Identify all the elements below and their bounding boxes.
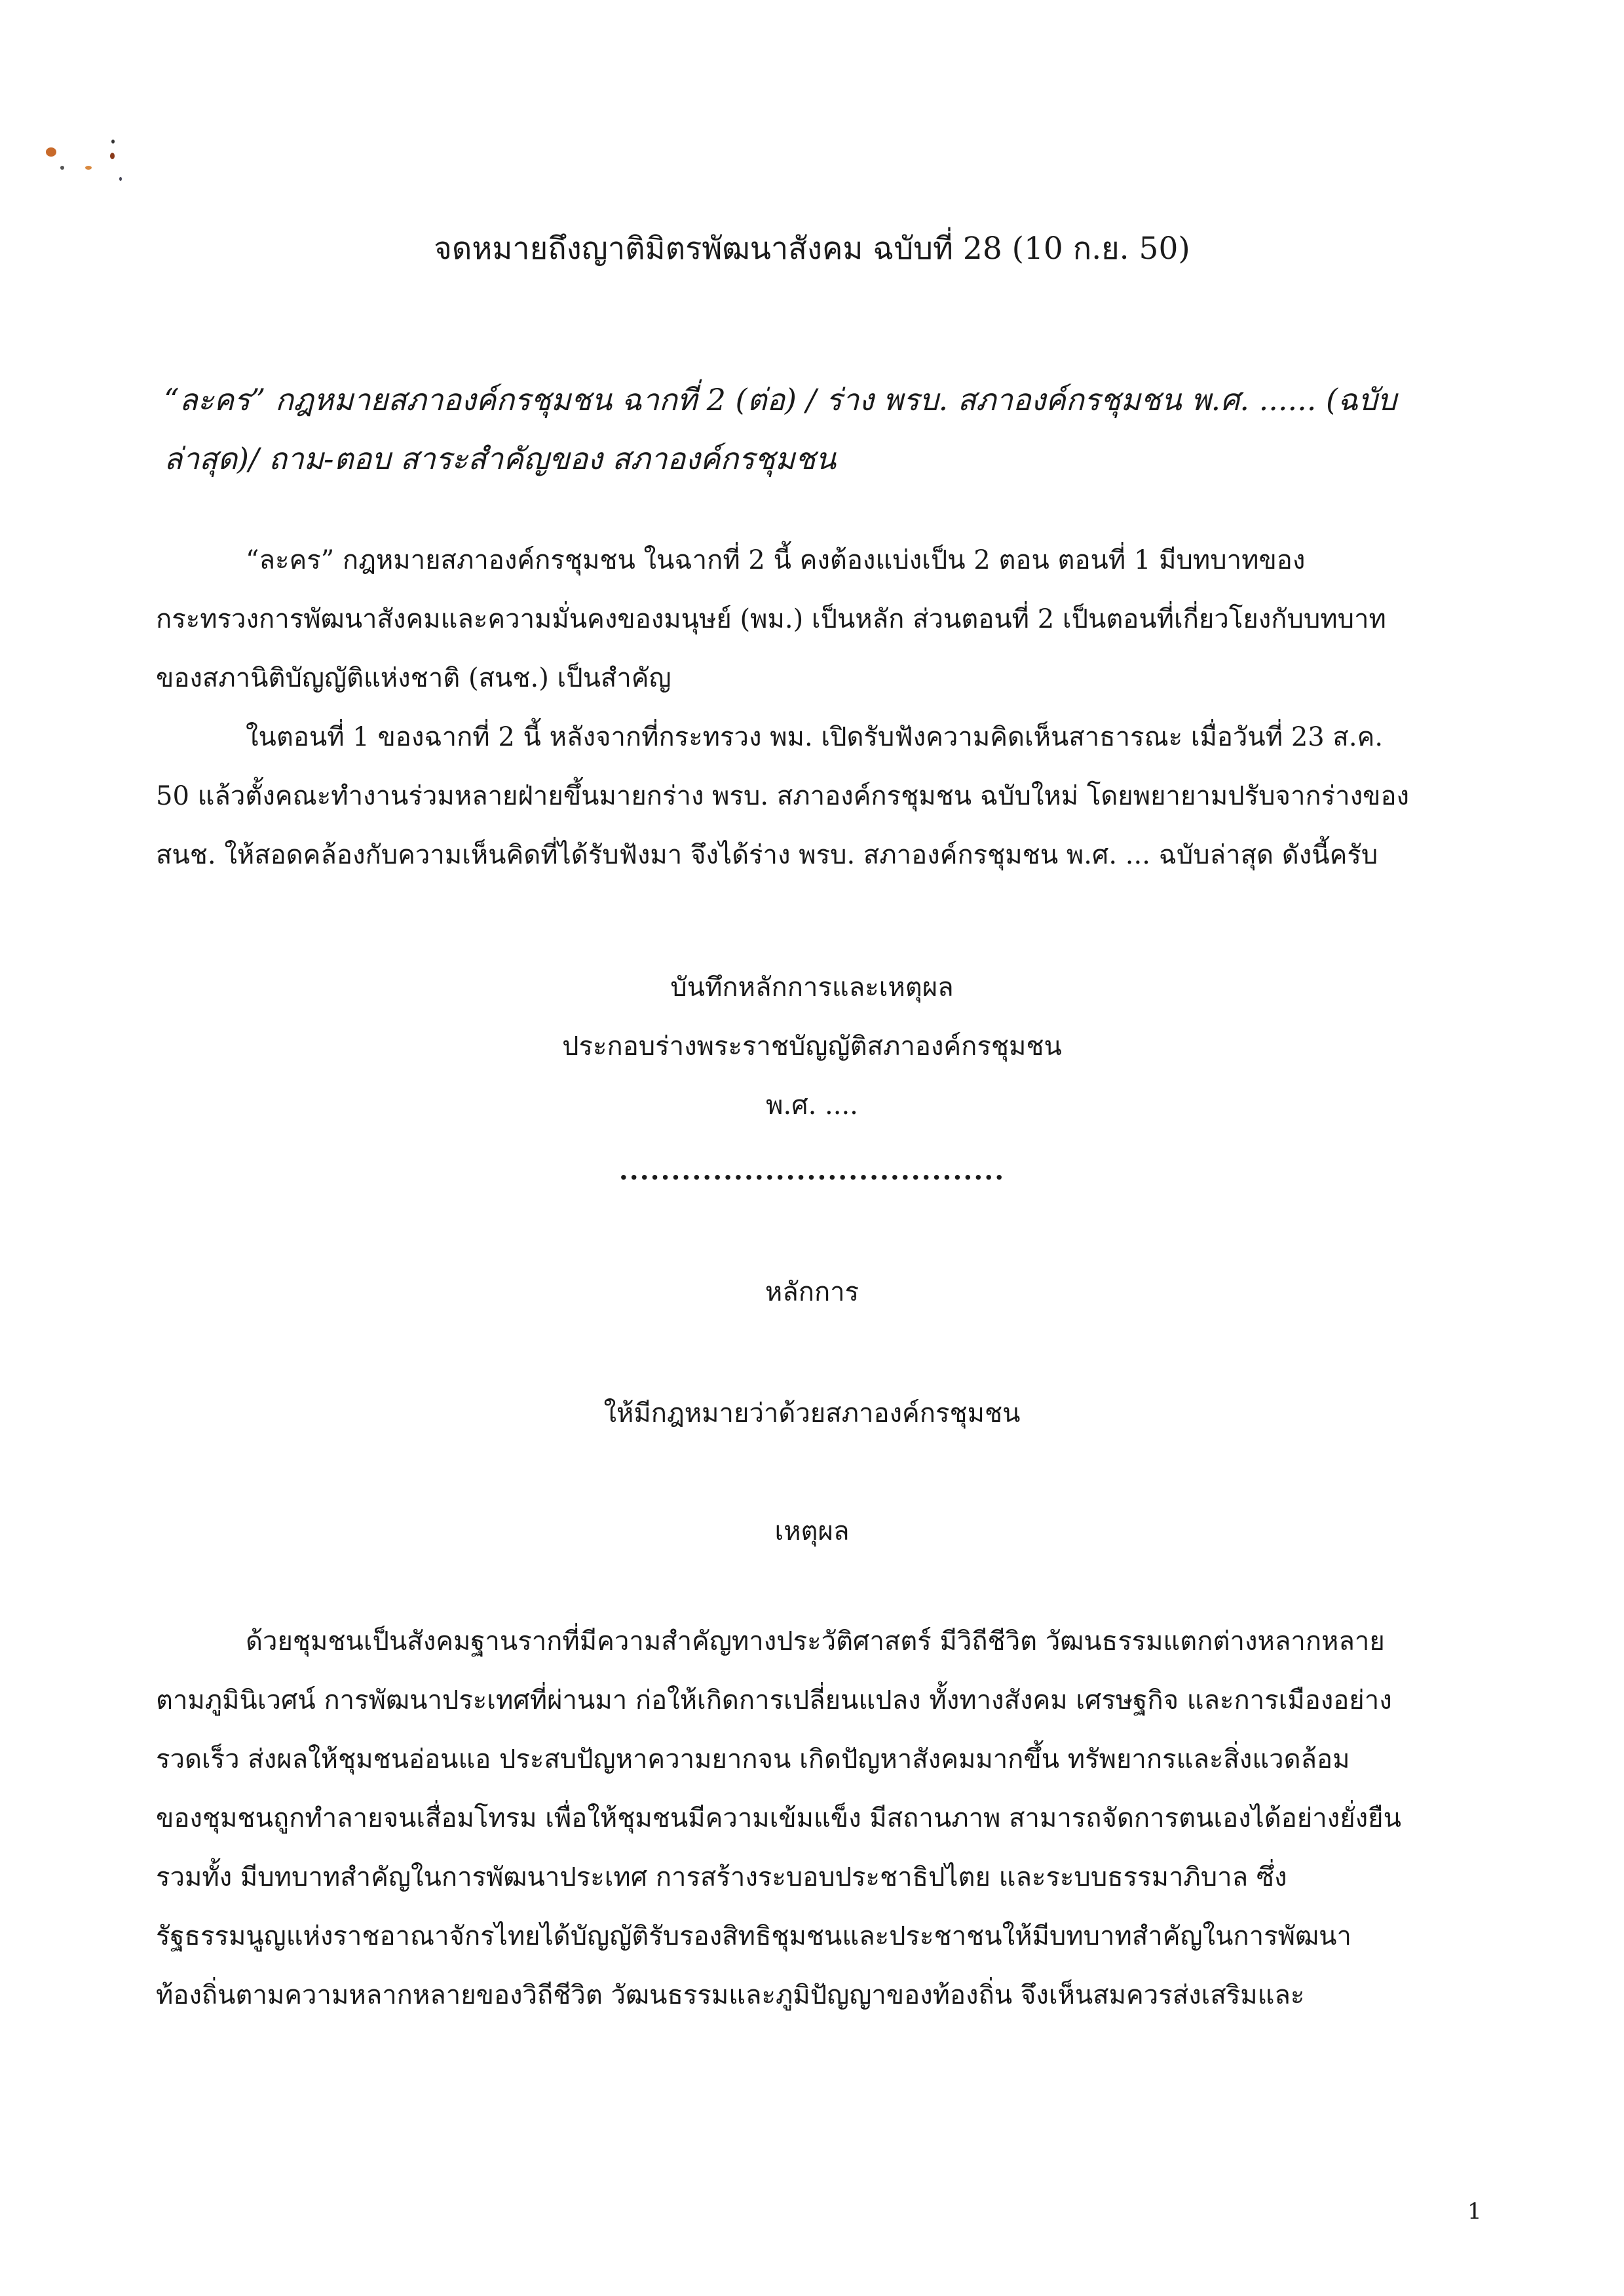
scan-speck: [110, 153, 115, 159]
principle-heading: หลักการ: [765, 1277, 859, 1307]
scan-speck: [60, 166, 64, 170]
scan-speck: [111, 140, 115, 144]
reason-line: ของชุมชนถูกทำลายจนเสื่อมโทรม เพื่อให้ชุมชนมีความเข้มแข็ง มีสถานภาพ สามารถจัดการตนเองได้อย่างยั่งยืน: [156, 1803, 1401, 1833]
letter-title: จดหมายถึงญาติมิตรพัฒนาสังคม ฉบับที่ 28 (10 ก.ย. 50): [434, 231, 1190, 267]
memo-heading-line-2: ประกอบร่างพระราชบัญญัติสภาองค์กรชุมชน: [562, 1031, 1062, 1062]
reason-line: ตามภูมินิเวศน์ การพัฒนาประเทศที่ผ่านมา ก่อให้เกิดการเปลี่ยนแปลง ทั้งทางสังคม เศรษฐกิจ และการเมืองอย่าง: [156, 1685, 1392, 1715]
reason-line: ด้วยชุมชนเป็นสังคมฐานรากที่มีความสำคัญทางประวัติศาสตร์ มีวิถีชีวิต วัฒนธรรมแตกต่างหลากหลาย: [246, 1626, 1385, 1656]
reason-line: รวมทั้ง มีบทบาทสำคัญในการพัฒนาประเทศ การสร้างระบอบประชาธิปไตย และระบบธรรมาภิบาล ซึ่ง: [156, 1862, 1287, 1892]
intro-paragraph-1-line: ของสภานิติบัญญัติแห่งชาติ (สนช.) เป็นสำคัญ: [156, 663, 671, 693]
intro-paragraph-1-line: กระทรวงการพัฒนาสังคมและความมั่นคงของมนุษย์ (พม.) เป็นหลัก ส่วนตอนที่ 2 เป็นตอนที่เกี่ยวโยงกับบทบาท: [156, 604, 1386, 634]
reason-line: รัฐธรรมนูญแห่งราชอาณาจักรไทยได้บัญญัติรับรองสิทธิชุมชนและประชาชนให้มีบทบาทสำคัญในการพัฒนา: [156, 1921, 1351, 1951]
intro-paragraph-2-line: ในตอนที่ 1 ของฉากที่ 2 นี้ หลังจากที่กระทรวง พม. เปิดรับฟังความคิดเห็นสาธารณะ เมื่อวันที่ 23 ส.ค.: [246, 722, 1384, 752]
page-number: 1: [1467, 2198, 1482, 2225]
scan-specks: [39, 115, 131, 187]
intro-paragraph-2-line: 50 แล้วตั้งคณะทำงานร่วมหลายฝ่ายขึ้นมายกร่าง พรบ. สภาองค์กรชุมชน ฉบับใหม่ โดยพยายามปรับจากร่างของ: [156, 781, 1410, 811]
subtitle-line-2: ล่าสุด)/ ถาม-ตอบ สาระสำคัญของ สภาองค์กรชุมชน: [164, 441, 837, 476]
principle-text: ให้มีกฎหมายว่าด้วยสภาองค์กรชุมชน: [603, 1398, 1021, 1428]
memo-heading-line-1: บันทึกหลักการและเหตุผล: [670, 972, 954, 1003]
scan-speck: [46, 147, 56, 157]
memo-separator: .....................................: [618, 1155, 1006, 1186]
reason-line: ท้องถิ่นตามความหลากหลายของวิถีชีวิต วัฒนธรรมและภูมิปัญญาของท้องถิ่น จึงเห็นสมควรส่งเสริมและ: [156, 1980, 1305, 2010]
intro-paragraph-1-line: “ละคร” กฎหมายสภาองค์กรชุมชน ในฉากที่ 2 นี้ คงต้องแบ่งเป็น 2 ตอน ตอนที่ 1 มีบทบาทของ: [246, 545, 1306, 575]
scan-speck: [119, 177, 122, 181]
intro-paragraph-2-line: สนช. ให้สอดคล้องกับความเห็นคิดที่ได้รับฟังมา จึงได้ร่าง พรบ. สภาองค์กรชุมชน พ.ศ. ... ฉบับล่าสุด ดังนี้ครับ: [156, 840, 1378, 870]
subtitle-line-1: “ละคร” กฎหมายสภาองค์กรชุมชน ฉากที่ 2 (ต่อ) / ร่าง พรบ. สภาองค์กรชุมชน พ.ศ. ...... (ฉบับ: [164, 382, 1397, 417]
reason-line: รวดเร็ว ส่งผลให้ชุมชนอ่อนแอ ประสบปัญหาความยากจน เกิดปัญหาสังคมมากขึ้น ทรัพยากรและสิ่งแวดล้อม: [156, 1744, 1350, 1774]
reason-heading: เหตุผล: [774, 1516, 850, 1546]
memo-heading-line-3: พ.ศ. ....: [766, 1090, 858, 1120]
scan-speck: [85, 166, 92, 170]
